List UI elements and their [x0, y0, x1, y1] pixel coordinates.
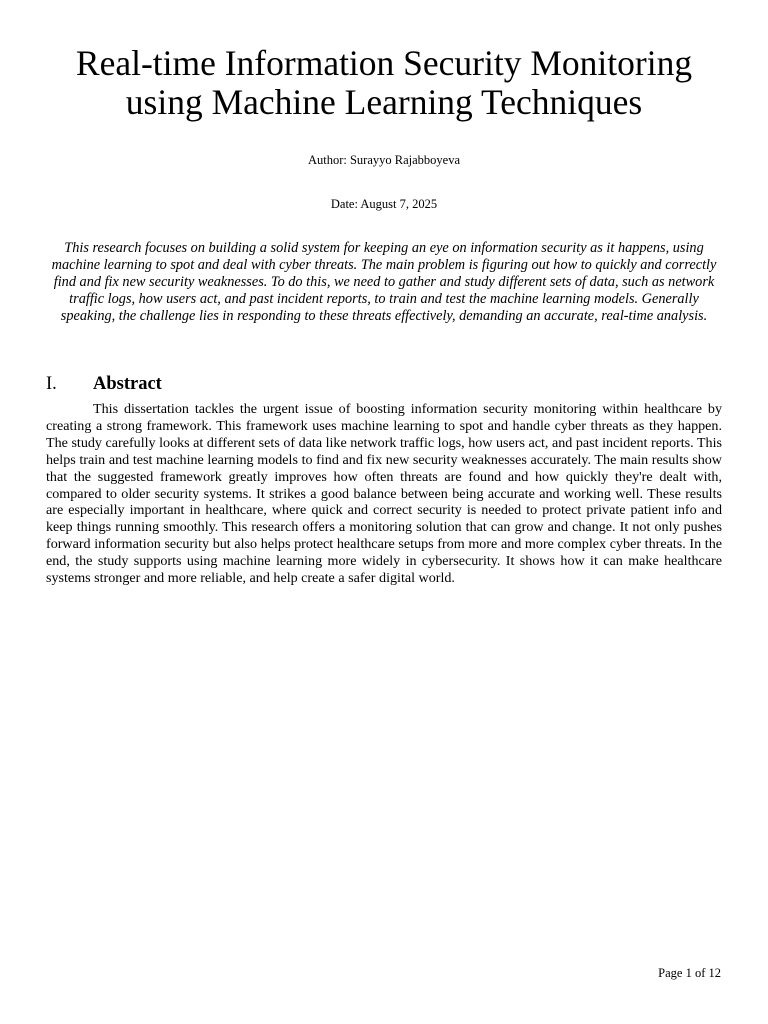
paper-title [40, 44, 728, 122]
summary-paragraph: This research focuses on building a solid system for keeping an eye on information security as it happens, using machine learning to spot and deal with cyber threats. The main problem is figuring out how to quickly and correctly find and fix new security weaknesses. To do this, we need to gather and study different sets of data, such as network traffic logs, how users act, and past incident reports, to train and test the machine learning models. Generally speaking, the challenge lies in responding to these threats effectively, demanding an accurate, real-time analysis. [51, 240, 717, 324]
author-line: Author: Surayyo Rajabboyeva [307, 153, 461, 167]
section-title: Abstract [93, 374, 162, 394]
paper-title-line-1: Real-time Information Security Monitoring [75, 43, 693, 83]
section-heading-abstract [46, 373, 722, 395]
date-line: Date: August 7, 2025 [330, 197, 438, 211]
abstract-body-paragraph: This dissertation tackles the urgent issue of boosting information security monitoring within healthcare by creating a strong framework. This framework uses machine learning to spot and handle cyber threats as they happen. The study carefully looks at different sets of data like network traffic logs, how users act, and past incident reports. This helps train and test machine learning models to find and fix new security weaknesses accurately. The main results show that the suggested framework greatly improves how often threats are found and how quickly they're dealt with, compared to older security systems. It strikes a good balance between being accurate and working well. These results are especially important in healthcare, where quick and correct security is needed to protect private patient info and keep things running smoothly. This research offers a monitoring solution that can grow and change. It not only pushes forward information security but also helps protect healthcare setups from more and more complex cyber threats. In the end, the study supports using machine learning more widely in cybersecurity. It shows how it can make healthcare systems stronger and more reliable, and help create a safer digital world. [46, 401, 722, 587]
section-number: I. [46, 374, 57, 394]
page-number: Page 1 of 12 [658, 966, 721, 980]
paper-title-line-2: using Machine Learning Techniques [125, 82, 643, 122]
